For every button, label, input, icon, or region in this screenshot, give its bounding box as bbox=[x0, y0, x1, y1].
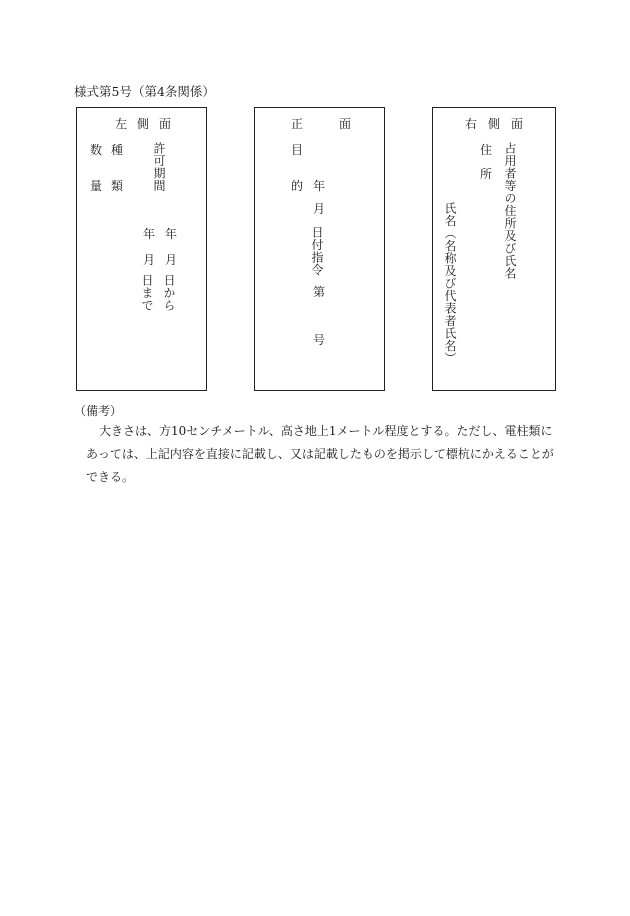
right-heading-left: 右 bbox=[465, 117, 478, 131]
remarks-body: 大きさは、方10センチメートル、高さ地上1メートル程度とする。ただし、電柱類にあっては、上記内容を直接に記載し、又は記載したものを掲示して標杭にかえることができる。 bbox=[86, 424, 554, 484]
front-heading-left: 正 bbox=[291, 117, 304, 131]
left-side-panel bbox=[76, 107, 207, 391]
label-permit-period: 許可期間 bbox=[152, 142, 166, 192]
period-from-day: 日から bbox=[162, 274, 176, 312]
order-number-suffix: 号 bbox=[313, 333, 326, 347]
right-side-panel bbox=[432, 107, 556, 391]
front-panel bbox=[254, 107, 385, 391]
period-to-year: 年 bbox=[143, 227, 156, 241]
period-from-year: 年 bbox=[165, 227, 178, 241]
right-heading-right: 面 bbox=[511, 117, 524, 131]
period-to-month: 月 bbox=[143, 253, 156, 267]
address-label-bottom: 所 bbox=[480, 167, 493, 181]
label-quantity-top: 数 bbox=[90, 143, 103, 157]
occupant-address-name: 占用者等の住所及び氏名 bbox=[503, 142, 517, 280]
representative-name: 氏名（名称及び代表者氏名） bbox=[443, 202, 457, 365]
front-heading-right: 面 bbox=[339, 117, 352, 131]
period-to-day: 日まで bbox=[140, 274, 154, 312]
left-heading-left: 左 bbox=[115, 117, 128, 131]
order-year: 年 bbox=[313, 179, 326, 193]
order-number-prefix: 第 bbox=[313, 285, 326, 299]
label-quantity-bottom: 量 bbox=[90, 179, 103, 193]
address-label-top: 住 bbox=[480, 143, 493, 157]
order-month: 月 bbox=[313, 202, 326, 216]
left-heading-right: 面 bbox=[159, 117, 172, 131]
label-kind-top: 種 bbox=[111, 143, 124, 157]
right-heading-mid: 側 bbox=[488, 117, 501, 131]
label-purpose-bottom: 的 bbox=[291, 179, 304, 193]
order-day-directive: 日付指令 bbox=[310, 226, 324, 276]
period-from-month: 月 bbox=[165, 253, 178, 267]
remarks-heading: （備考） bbox=[74, 404, 123, 418]
label-kind-bottom: 類 bbox=[111, 179, 124, 193]
form-title: 様式第5号（第4条関係） bbox=[74, 84, 215, 99]
label-purpose-top: 目 bbox=[291, 143, 304, 157]
left-heading-mid: 側 bbox=[137, 117, 150, 131]
